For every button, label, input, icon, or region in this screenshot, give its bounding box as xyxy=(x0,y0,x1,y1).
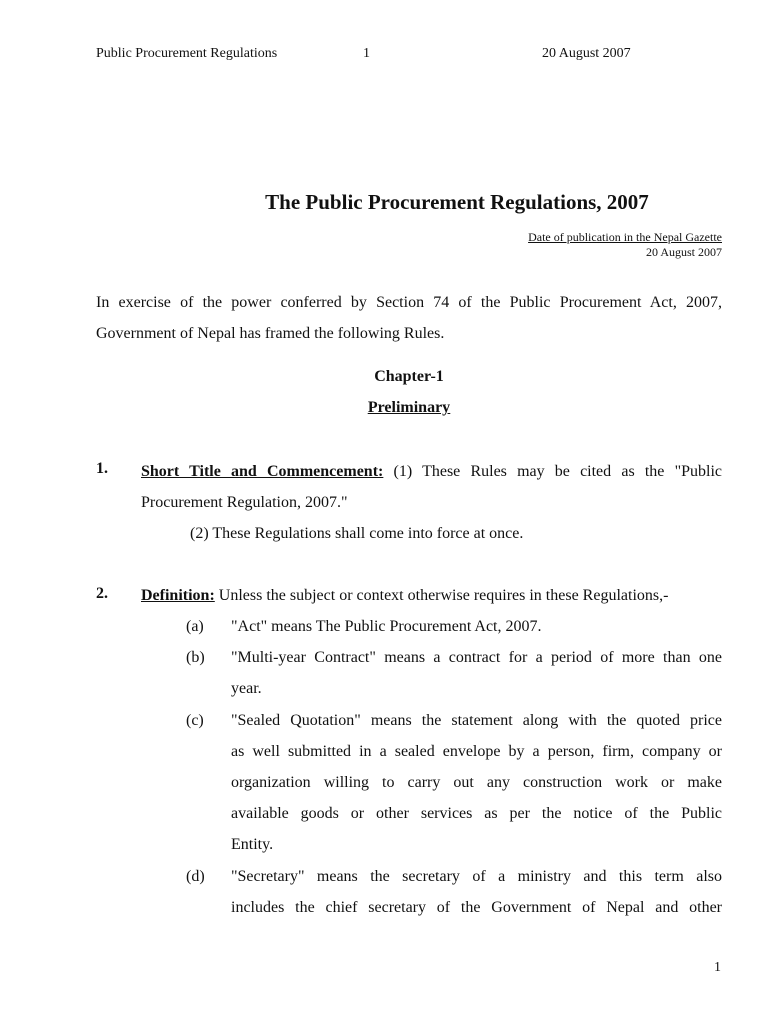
item-d-line-2: includes the chief secretary of the Government of Nepal and other xyxy=(231,899,722,916)
item-c-label: (c) xyxy=(186,712,204,729)
item-d-label: (d) xyxy=(186,868,205,885)
chapter-name xyxy=(96,399,722,417)
intro-line-1: In exercise of the power conferred by Section 74 of the Public Procurement Act, 2007, xyxy=(96,294,722,311)
section-2-number: 2. xyxy=(96,585,108,602)
publication-date: 20 August 2007 xyxy=(645,245,722,259)
item-d-body xyxy=(231,861,722,923)
item-c-line-5: Entity. xyxy=(231,836,274,853)
item-b-line-1: "Multi-year Contract" means a contract for a period of more than one xyxy=(231,649,722,666)
chapter-name-text: Preliminary xyxy=(367,399,451,416)
section-1-line-1-text: (1) These Rules may be cited as the "Public xyxy=(383,463,722,480)
item-a-line-1: "Act" means The Public Procurement Act, 2007. xyxy=(231,618,542,635)
footer-page-number: 1 xyxy=(714,960,721,975)
document-title xyxy=(96,190,722,215)
section-2-line-1-text: Unless the subject or context otherwise requires in these Regulations,- xyxy=(214,587,669,604)
document-title-text: The Public Procurement Regulations, 2007 xyxy=(265,190,649,214)
item-d-line-1: "Secretary" means the secretary of a ministry and this term also xyxy=(231,868,722,885)
section-2-line-1 xyxy=(141,580,668,611)
item-c-line-2: as well submitted in a sealed envelope by a person, firm, company or xyxy=(231,743,722,760)
section-1-number: 1. xyxy=(96,460,108,477)
item-b-body xyxy=(231,642,722,704)
section-1-line-2: Procurement Regulation, 2007." xyxy=(141,494,348,511)
intro-paragraph xyxy=(96,287,722,349)
section-1-line-1 xyxy=(141,456,722,487)
item-a-body xyxy=(231,611,722,642)
item-c-body xyxy=(231,705,722,860)
header-title: Public Procurement Regulations xyxy=(96,46,278,61)
item-b-line-2: year. xyxy=(231,680,262,697)
item-c-line-3: organization willing to carry out any construction work or make xyxy=(231,774,722,791)
item-c-line-4: available goods or other services as per the notice of the Public xyxy=(231,805,722,822)
chapter-number: Chapter-1 xyxy=(374,368,444,385)
section-1-heading: Short Title and Commencement: xyxy=(141,463,384,480)
header-page-number: 1 xyxy=(363,46,370,61)
section-2-heading: Definition: xyxy=(141,587,215,604)
section-1-subclause-2: (2) These Regulations shall come into force at once. xyxy=(190,525,524,542)
item-c-line-1: "Sealed Quotation" means the statement along with the quoted price xyxy=(231,712,722,729)
section-1-body xyxy=(141,456,722,518)
item-a-label: (a) xyxy=(186,618,204,635)
publication-label: Date of publication in the Nepal Gazette xyxy=(528,230,722,244)
intro-line-2: Government of Nepal has framed the following Rules. xyxy=(96,325,445,342)
item-b-label: (b) xyxy=(186,649,205,666)
header-date: 20 August 2007 xyxy=(542,46,631,61)
